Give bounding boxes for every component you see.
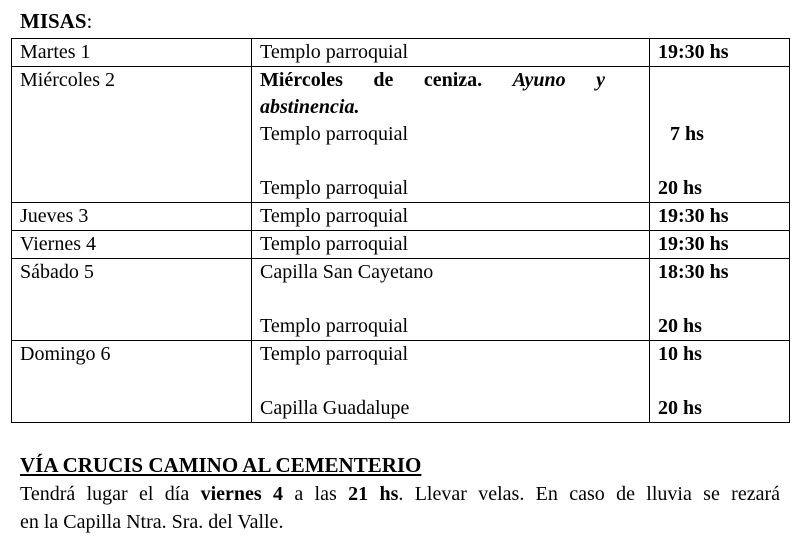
time-label: 19:30 hs	[658, 41, 729, 63]
via-crucis-day: viernes 4	[200, 483, 283, 505]
time-label: 19:30 hs	[658, 233, 729, 255]
day-label: Domingo 6	[20, 343, 111, 365]
ash-wednesday-note-line2: abstinencia.	[260, 96, 360, 118]
time-label: 19:30 hs	[658, 205, 729, 227]
time-label: 7 hs	[670, 123, 704, 145]
spacer	[260, 368, 649, 395]
day-label: Jueves 3	[20, 205, 89, 227]
misas-heading-colon: :	[86, 9, 93, 33]
place-cell	[252, 231, 650, 259]
spacer	[658, 148, 789, 175]
time-label: 20 hs	[658, 397, 702, 419]
day-cell	[12, 231, 252, 259]
day-label: Miércoles 2	[20, 69, 115, 91]
time-label: 10 hs	[658, 343, 702, 365]
place-label: Templo parroquial	[260, 177, 408, 199]
place-cell	[252, 67, 650, 203]
via-crucis-line1: Tendrá lugar el día viernes 4 a las 21 hs. Llevar velas. En caso de lluvia se rezará	[20, 483, 781, 505]
table-row	[12, 203, 790, 231]
place-label: Templo parroquial	[260, 123, 408, 145]
spacer	[260, 148, 649, 175]
fasting-italic: Ayuno y	[512, 69, 606, 91]
misas-heading-label: MISAS	[20, 9, 87, 33]
spacer	[658, 286, 789, 313]
ash-wednesday-note-line1	[260, 67, 605, 94]
spacer	[658, 94, 789, 121]
time-cell	[650, 203, 790, 231]
place-label: Templo parroquial	[260, 343, 408, 365]
place-label: Templo parroquial	[260, 41, 408, 63]
time-cell	[650, 231, 790, 259]
place-label: Capilla Guadalupe	[260, 397, 410, 419]
place-label: Templo parroquial	[260, 205, 408, 227]
place-cell	[252, 39, 650, 67]
spacer	[658, 67, 789, 94]
time-cell	[650, 341, 790, 423]
spacer	[658, 368, 789, 395]
table-row	[12, 231, 790, 259]
mass-schedule-table	[11, 38, 790, 423]
table-row	[12, 341, 790, 423]
table-row	[12, 259, 790, 341]
via-crucis-description	[20, 480, 780, 536]
via-crucis-line2: en la Capilla Ntra. Sra. del Valle.	[20, 511, 284, 533]
day-cell	[12, 341, 252, 423]
via-crucis-title: VÍA CRUCIS CAMINO AL CEMENTERIO	[20, 453, 422, 477]
place-cell	[252, 259, 650, 341]
place-cell	[252, 341, 650, 423]
ash-wednesday-bold: Miércoles de ceniza.	[260, 69, 483, 91]
table-row	[12, 67, 790, 203]
time-cell	[650, 67, 790, 203]
time-cell	[650, 259, 790, 341]
place-cell	[252, 203, 650, 231]
day-label: Sábado 5	[20, 261, 94, 283]
day-label: Viernes 4	[20, 233, 96, 255]
via-crucis-time: 21 hs	[348, 483, 399, 505]
place-label: Capilla San Cayetano	[260, 261, 434, 283]
spacer	[260, 286, 649, 313]
day-cell	[12, 203, 252, 231]
time-cell	[650, 39, 790, 67]
time-label: 18:30 hs	[658, 261, 729, 283]
day-cell	[12, 39, 252, 67]
time-label: 20 hs	[658, 177, 702, 199]
day-cell	[12, 67, 252, 203]
place-label: Templo parroquial	[260, 233, 408, 255]
place-label: Templo parroquial	[260, 315, 408, 337]
misas-heading	[20, 8, 92, 34]
day-cell	[12, 259, 252, 341]
table-row	[12, 39, 790, 67]
day-label: Martes 1	[20, 41, 91, 63]
time-label: 20 hs	[658, 315, 702, 337]
